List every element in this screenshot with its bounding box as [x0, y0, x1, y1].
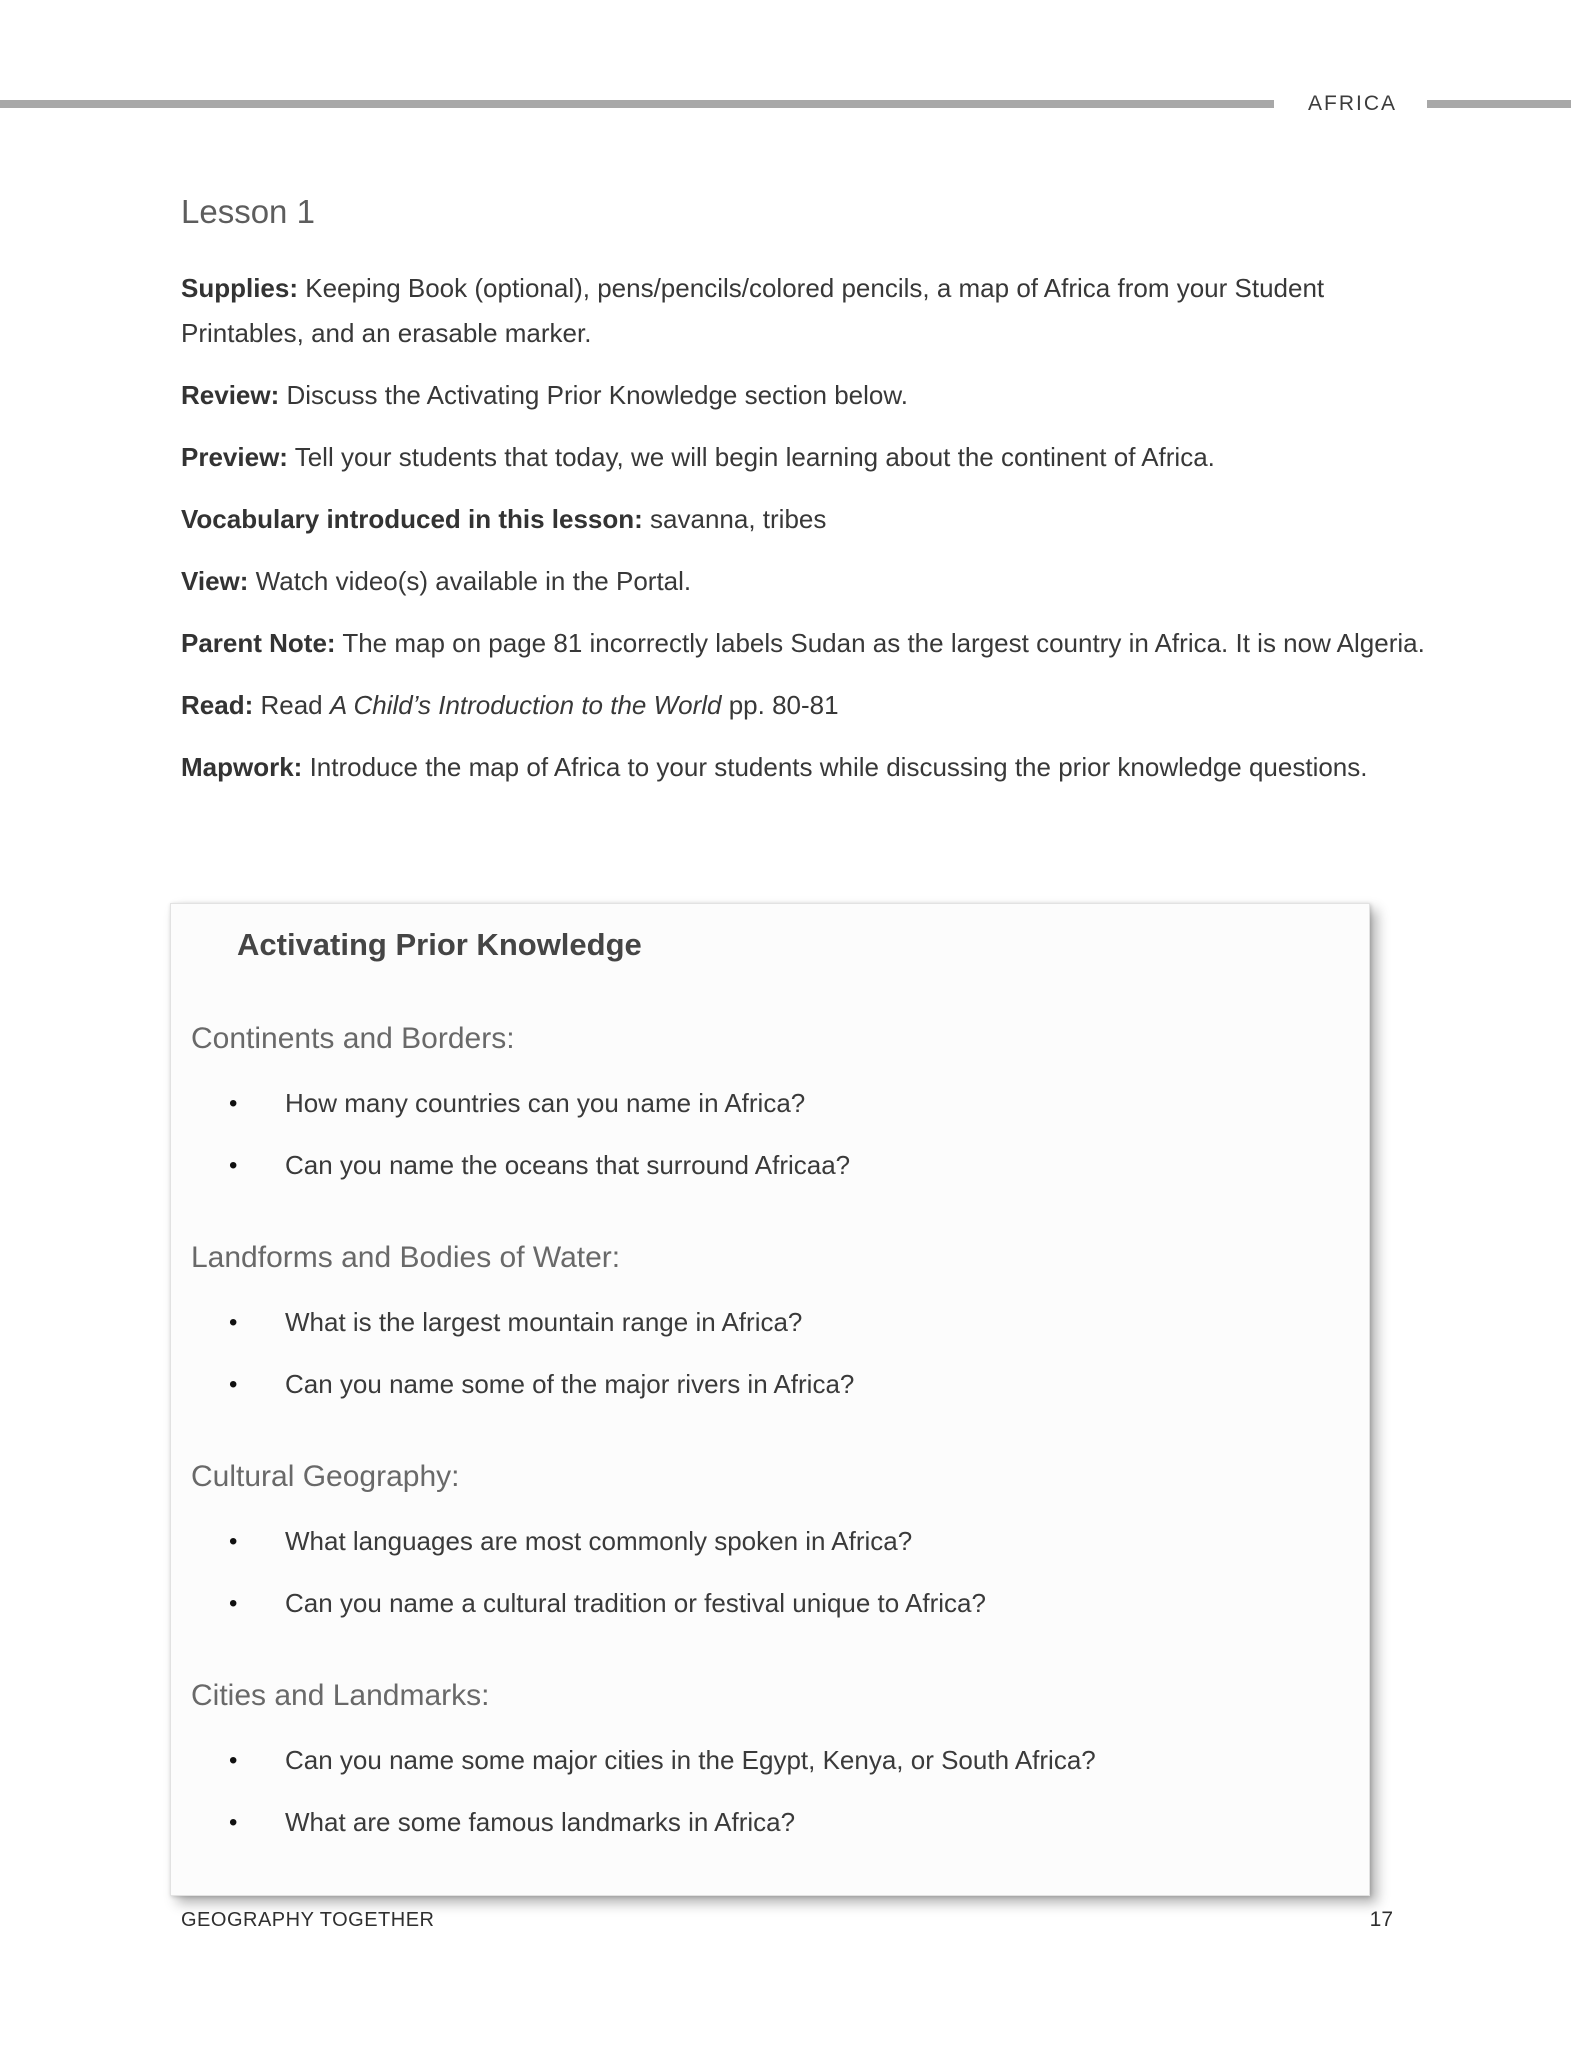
bullet-text: Can you name some of the major rivers in Africa?	[285, 1369, 855, 1399]
section-cities-and-landmarks	[171, 1677, 1369, 1839]
bullet-item	[229, 1525, 1369, 1558]
bullet-text: What are some famous landmarks in Africa?	[285, 1807, 796, 1837]
bullet-text: What languages are most commonly spoken in Africa?	[285, 1526, 913, 1556]
paragraph-label: Supplies:	[181, 273, 299, 303]
bullet-text: What is the largest mountain range in Africa?	[285, 1307, 803, 1337]
paragraph-text: Keeping Book (optional), pens/pencils/colored pencils, a map of Africa from your Student Printables, and an erasable marker.	[181, 273, 1332, 348]
bullet-icon: •	[229, 1090, 238, 1117]
bullet-text: Can you name some major cities in the Egypt, Kenya, or South Africa?	[285, 1745, 1096, 1775]
bullet-text: Can you name the oceans that surround Africaa?	[285, 1150, 851, 1180]
header-rule-right	[1427, 100, 1571, 108]
bullet-icon: •	[229, 1809, 238, 1836]
footer-book-title: GEOGRAPHY TOGETHER	[181, 1909, 435, 1931]
page-number: 17	[1369, 1908, 1393, 1931]
paragraph-mapwork	[181, 745, 1426, 790]
bullet-text: Can you name a cultural tradition or festival unique to Africa?	[285, 1588, 986, 1618]
paragraph-text: Read	[253, 690, 330, 720]
bullet-icon: •	[229, 1152, 238, 1179]
lesson-title: Lesson 1	[181, 193, 315, 230]
paragraph-supplies	[181, 266, 1426, 356]
bullet-item	[229, 1744, 1369, 1777]
section-heading: Cities and Landmarks:	[191, 1679, 490, 1712]
paragraph-parent-note	[181, 621, 1426, 666]
page-header	[0, 92, 1583, 116]
paragraph-review	[181, 373, 1426, 418]
paragraph-label: Mapwork:	[181, 752, 303, 782]
paragraph-view	[181, 559, 1426, 604]
lesson-content	[181, 192, 1426, 807]
bullet-list	[229, 1087, 1369, 1182]
section-continents-and-borders	[171, 1020, 1369, 1182]
paragraph-text: savanna, tribes	[642, 504, 827, 534]
book-title-italic: A Child’s Introduction to the World	[329, 690, 722, 720]
section-landforms-and-bodies-of-water	[171, 1239, 1369, 1401]
paragraph-label: Vocabulary introduced in this lesson:	[181, 504, 643, 534]
header-rule-left	[0, 100, 1274, 108]
paragraph-text: The map on page 81 incorrectly labels Sudan as the largest country in Africa. It is now Algeria.	[335, 628, 1425, 658]
bullet-icon: •	[229, 1309, 238, 1336]
page-footer	[181, 1908, 1393, 1932]
bullet-list	[229, 1525, 1369, 1620]
section-cultural-geography	[171, 1458, 1369, 1620]
paragraph-read	[181, 683, 1426, 728]
paragraph-label: Preview:	[181, 442, 288, 472]
paragraph-text: Watch video(s) available in the Portal.	[248, 566, 692, 596]
paragraph-vocabulary	[181, 497, 1426, 542]
activating-prior-knowledge-box	[170, 903, 1370, 1896]
section-heading: Cultural Geography:	[191, 1460, 460, 1493]
bullet-item	[229, 1306, 1369, 1339]
bullet-icon: •	[229, 1528, 238, 1555]
header-chapter-title: AFRICA	[1307, 92, 1397, 115]
bullet-list	[229, 1306, 1369, 1401]
paragraph-preview	[181, 435, 1426, 480]
paragraph-text: pp. 80-81	[721, 690, 839, 720]
bullet-text: How many countries can you name in Africa?	[285, 1088, 806, 1118]
bullet-item	[229, 1806, 1369, 1839]
box-title: Activating Prior Knowledge	[237, 927, 642, 962]
section-heading: Landforms and Bodies of Water:	[191, 1241, 621, 1274]
bullet-icon: •	[229, 1747, 238, 1774]
paragraph-label: View:	[181, 566, 249, 596]
paragraph-label: Review:	[181, 380, 280, 410]
bullet-icon: •	[229, 1590, 238, 1617]
bullet-item	[229, 1368, 1369, 1401]
paragraph-text: Tell your students that today, we will begin learning about the continent of Africa.	[287, 442, 1215, 472]
paragraph-label: Parent Note:	[181, 628, 336, 658]
bullet-item	[229, 1149, 1369, 1182]
paragraph-text: Discuss the Activating Prior Knowledge section below.	[279, 380, 908, 410]
paragraph-text: Introduce the map of Africa to your students while discussing the prior knowledge questions.	[302, 752, 1368, 782]
section-heading: Continents and Borders:	[191, 1022, 515, 1055]
bullet-list	[229, 1744, 1369, 1839]
bullet-item	[229, 1087, 1369, 1120]
paragraph-label: Read:	[181, 690, 254, 720]
bullet-item	[229, 1587, 1369, 1620]
bullet-icon: •	[229, 1371, 238, 1398]
